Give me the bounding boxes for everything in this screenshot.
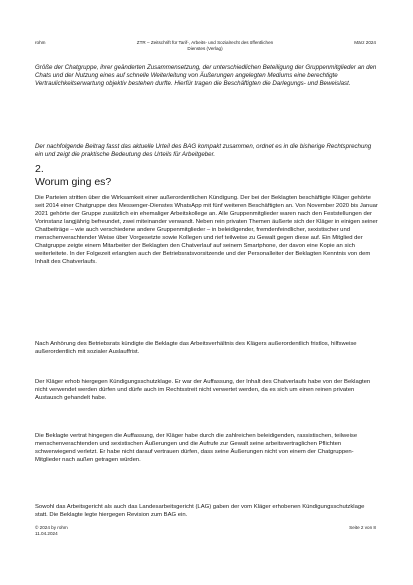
body-paragraph-facts: Die Parteien stritten über die Wirksamkeit einer außerordentlichen Kündigung. Der bei der Beklagten beschäftigte Kläger gehörte seit 2014 einer Chatgruppe des Messenger-Dienstes WhatsApp mit fünf weiteren Beschäftigten an. Von November 2020 bis Januar 2021 gehörte der Gruppe zusätzlich ein ehemaliger Arbeitskollege an. Alle Gruppenmitglieder waren nach den Feststellungen der Vorinstanz langjährig befreundet, zwei miteinander verwandt. Neben rein privaten Themen äußerte sich der Kläger in einigen seiner Chatbeiträge – wie auch verschiedene andere Gruppenmitglieder – in beleidigender, fremdenfeindlicher, sexistischer und menschenverachtender Weise über Vorgesetzte sowie Kollegen und rief teilweise zu Gewalt gegen diese auf. Ein Mitglied der Chatgruppe zeigte einem Mitarbeiter der Beklagten den Chatverlauf auf seinem Smartphone, der davon eine Kopie an sich weiterleitete. In der Folgezeit erlangten auch der Betriebsratsvorsitzende und der Personalleiter der Beklagten Kenntnis von dem Inhalt des Chatverlaufs. bbox=[35, 195, 378, 266]
intro-paragraph-2: Der nachfolgende Beitrag fasst das aktuelle Urteil des BAG kompakt zusammen, ordnet es in die bisherige Rechtsprechung ein und zeigt die praktische Bedeutung des Urteils für Arbeitgeber. bbox=[35, 143, 372, 159]
footer-date: 11.04.2024 bbox=[35, 531, 58, 536]
body-paragraph-courts: Sowohl das Arbeitsgericht als auch das Landesarbeitsgericht (LAG) gaben der vom Kläger erhobenen Kündigungsschutzklage statt. Die Beklagte legte hiergegen Revision zum BAG ein. bbox=[35, 504, 365, 519]
header-date: März 2024 bbox=[354, 40, 376, 45]
header-journal-title-line1: ZTR – Zeitschrift für Tarif-, Arbeits- und Sozialrecht des öffentlichen bbox=[136, 40, 274, 45]
footer-copyright bbox=[35, 525, 68, 537]
body-paragraph-claimant: Der Kläger erhob hiergegen Kündigungsschutzklage. Er war der Auffassung, der Inhalt des Chatverlaufs habe von der Beklagten nicht verwendet werden dürfen und dürfe auch im Rechtsstreit nicht verwertet werden, da es sich um einen reinen privaten Austausch gehandelt habe. bbox=[35, 379, 371, 402]
body-paragraph-termination: Nach Anhörung des Betriebsrats kündigte die Beklagte das Arbeitsverhältnis des Klägers außerordentlich fristlos, hilfsweise außerordentlich mit sozialer Auslauffrist. bbox=[35, 341, 357, 356]
section-number: 2. bbox=[35, 163, 44, 175]
body-paragraph-defendant: Die Beklagte vertrat hingegen die Auffassung, der Kläger habe durch die zahlreichen beleidigenden, rassistischen, teilweise menschenverachtenden und sexistischen Äußerungen und die Aufrufe zur Gewalt seine arbeitsvertraglichen Pflichten schwerwiegend verletzt. Er habe nicht darauf vertrauen dürfen, dass seine Äußerungen nicht von einem der Chatgruppen-Mitglieder nach außen getragen würden. bbox=[35, 433, 358, 464]
footer-page-number: Seite 2 von 8 bbox=[349, 525, 376, 530]
section-title: Worum ging es? bbox=[35, 176, 112, 188]
intro-paragraph-1: Größe der Chatgruppe, ihrer geänderten Zusammensetzung, der unterschiedlichen Beteiligung der Gruppenmitglieder an den Chats und der Nutzung eines auf schnelle Weiterleitung von Äußerungen angelegten Mediums eine berechtigte Vertraulichkeitserwartung objektiv bestehen durfte. Hierfür tragen die Beschäftigten die Darlegungs- und Beweislast. bbox=[35, 64, 377, 88]
header-journal-title bbox=[110, 40, 300, 51]
header-publisher: rohm bbox=[35, 40, 46, 45]
header-journal-title-line2: Dienstes (Verlag) bbox=[187, 45, 223, 51]
footer-copyright-line: © 2024 by rohm bbox=[35, 525, 68, 530]
